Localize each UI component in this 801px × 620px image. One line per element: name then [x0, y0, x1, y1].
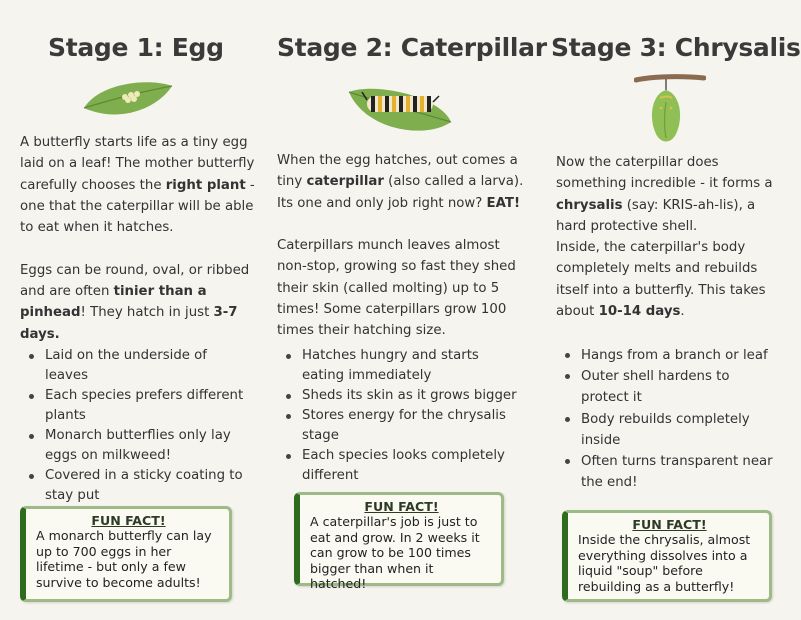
fun-fact-text: A monarch butterfly can lay up to 700 eggs in her lifetime - but only a few survive to become adults! — [36, 528, 212, 590]
stage-3-intro-paragraph-2: Inside, the caterpillar's body completely melts and rebuilds itself into a butterfly. This takes about 10-14 days. — [556, 240, 766, 320]
stage-1-intro — [20, 132, 265, 345]
stage-2-bullet-list — [277, 346, 517, 486]
fun-fact-title: FUN FACT! — [364, 499, 439, 514]
stage-2-intro-paragraph-2: Caterpillars munch leaves almost non-stop, growing so fast they shed their skin (called molting) up to 5 times! Some caterpillars grow 100 times their hatching size. — [277, 238, 516, 339]
stage-3-column — [551, 0, 801, 620]
list-item: Laid on the underside of leaves — [20, 346, 250, 386]
stage-2-intro-paragraph-1: When the egg hatches, out comes a tiny caterpillar (also called a larva). Its one and only job right now? EAT! — [277, 153, 524, 211]
stage-1-intro-paragraph-2: Eggs can be round, oval, or ribbed and are often tinier than a pinhead! They hatch in just 3-7 days. — [20, 262, 250, 342]
stage-3-fun-fact-box — [562, 510, 772, 602]
stage-1-intro-paragraph-1: A butterfly starts life as a tiny egg laid on a leaf! The mother butterfly carefully chooses the right plant - one that the caterpillar will be able to eat when it hatches. — [20, 135, 255, 236]
list-item: Each species prefers different plants — [20, 386, 250, 426]
list-item: Sheds its skin as it grows bigger — [277, 386, 517, 406]
stage-3-bullet-list — [556, 345, 781, 493]
stage-3-intro-paragraph-1: Now the caterpillar does something incredible - it forms a chrysalis (say: KRIS-ah-lis), a hard protective shell. — [556, 155, 773, 234]
stage-1-bullet-list — [20, 346, 250, 506]
list-item: Stores energy for the chrysalis stage — [277, 406, 517, 446]
stage-3-title: Stage 3: Chrysalis — [551, 33, 801, 62]
stage-1-column — [20, 0, 265, 620]
fun-fact-text: Inside the chrysalis, almost everything dissolves into a liquid "soup" before rebuilding as a butterfly! — [578, 532, 751, 594]
list-item: Often turns transparent near the end! — [556, 451, 781, 493]
stage-2-fun-fact-box — [294, 492, 504, 592]
list-item: Hatches hungry and starts eating immediately — [277, 346, 517, 386]
chrysalis-illustration — [634, 72, 706, 154]
egg-leaf-illustration — [80, 78, 175, 122]
stage-1-title: Stage 1: Egg — [48, 33, 224, 62]
list-item: Monarch butterflies only lay eggs on milkweed! — [20, 426, 250, 466]
fun-fact-text: A caterpillar's job is just to eat and grow. In 2 weeks it can grow to be 100 times bigger than when it hatched! — [310, 514, 480, 592]
stage-2-title: Stage 2: Caterpillar — [277, 33, 547, 62]
fun-fact-title: FUN FACT! — [91, 513, 166, 528]
list-item: Hangs from a branch or leaf — [556, 345, 781, 366]
list-item: Body rebuilds completely inside — [556, 409, 781, 451]
list-item: Outer shell hardens to protect it — [556, 366, 781, 408]
stage-3-intro — [556, 152, 786, 322]
stage-2-column — [277, 0, 547, 620]
list-item: Each species looks completely different — [277, 446, 517, 486]
fun-fact-title: FUN FACT! — [632, 517, 707, 532]
list-item: Covered in a sticky coating to stay put — [20, 466, 250, 506]
stage-1-fun-fact-box — [20, 506, 232, 602]
stage-2-intro — [277, 150, 532, 342]
caterpillar-leaf-illustration — [345, 82, 455, 140]
